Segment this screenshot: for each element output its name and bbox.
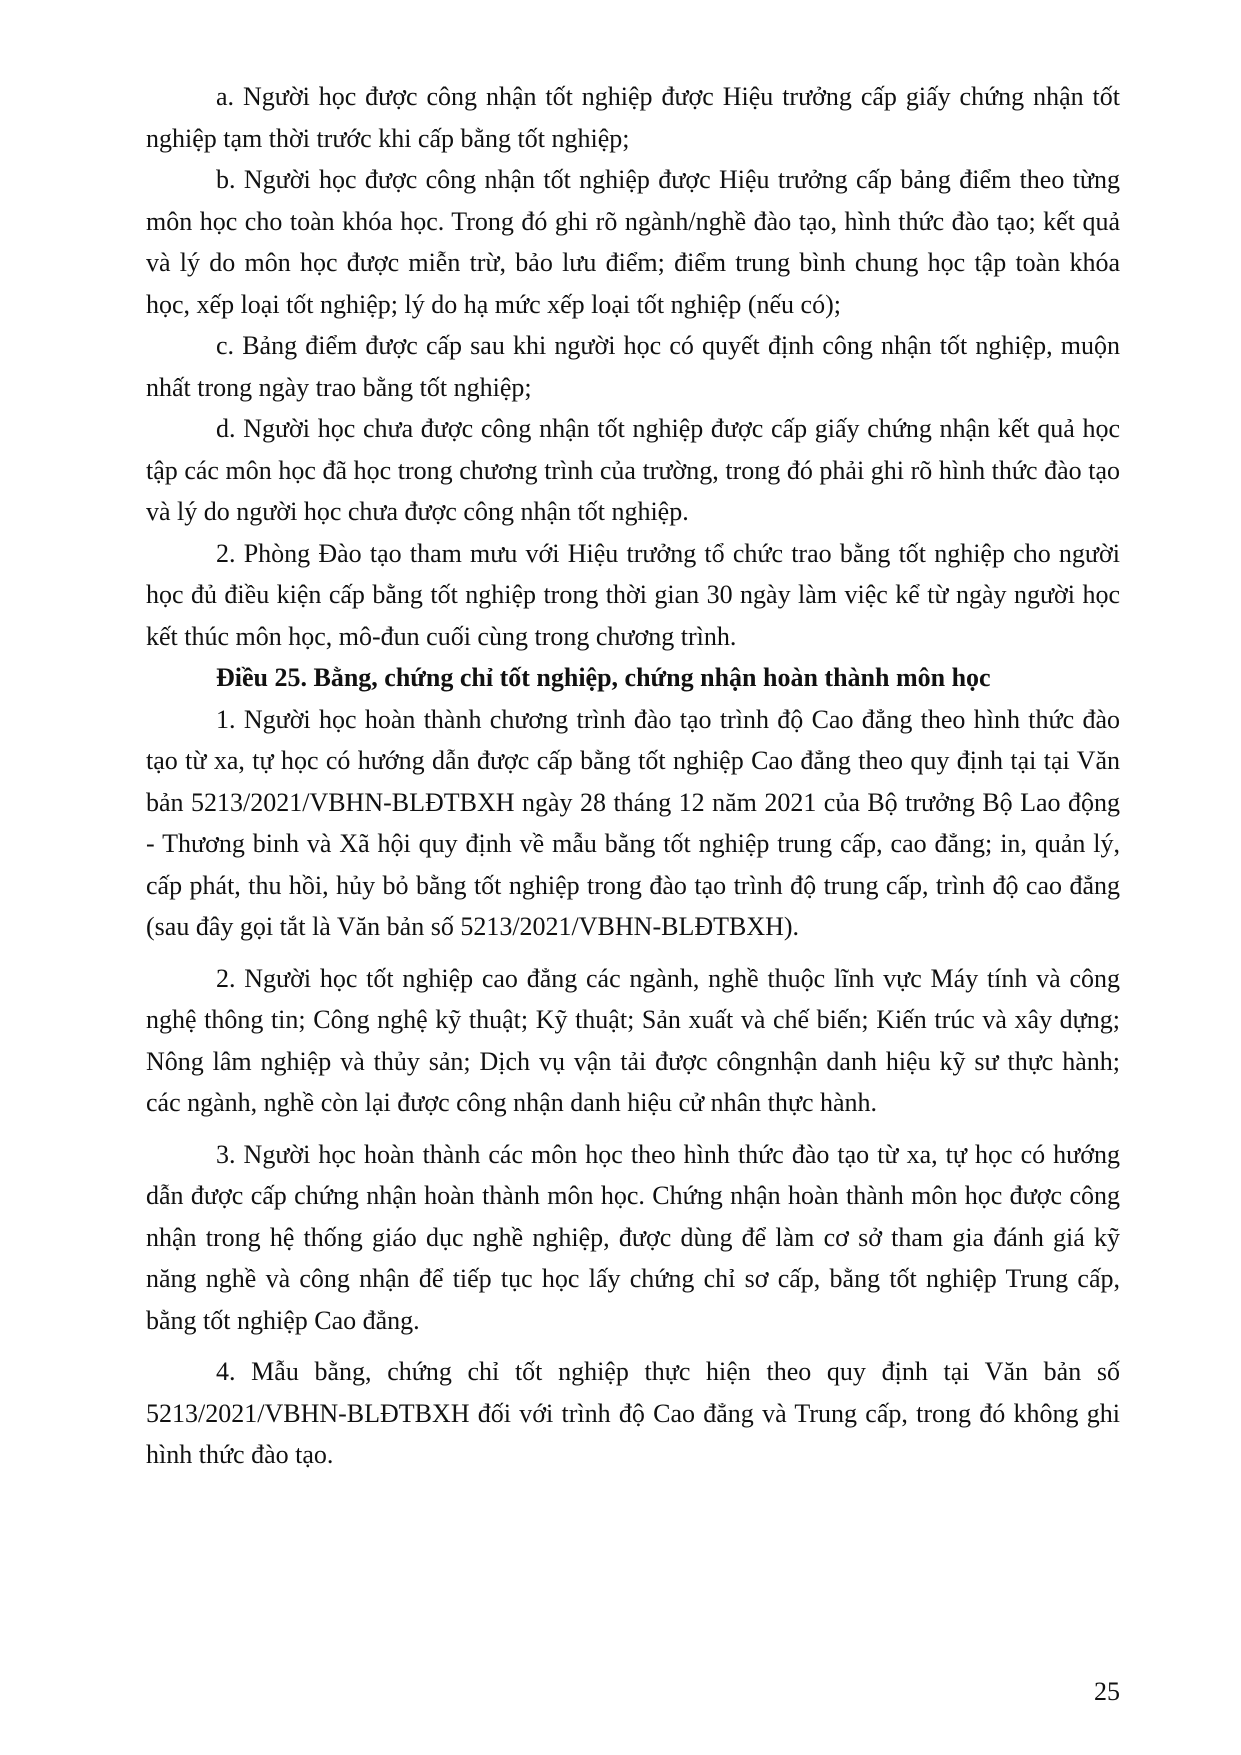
article-25-clause-2: 2. Người học tốt nghiệp cao đẳng các ngành, nghề thuộc lĩnh vực Máy tính và công nghệ thông tin; Công nghệ kỹ thuật; Kỹ thuật; Sản xuất và chế biến; Kiến trúc và xây dựng; Nông lâm nghiệp và thủy sản; Dịch vụ vận tải được côngnhận danh hiệu kỹ sư thực hành; các ngành, nghề còn lại được công nhận danh hiệu cử nhân thực hành. [146, 963, 1120, 1117]
page-number: 25 [1094, 1677, 1120, 1706]
clause-2-paragraph: 2. Phòng Đào tạo tham mưu với Hiệu trưởng tổ chức trao bằng tốt nghiệp cho người học đủ điều kiện cấp bằng tốt nghiệp trong thời gian 30 ngày làm việc kể từ ngày người học kết thúc môn học, mô-đun cuối cùng trong chương trình. [146, 538, 1120, 651]
paragraph-d: d. Người học chưa được công nhận tốt nghiệp được cấp giấy chứng nhận kết quả học tập các môn học đã học trong chương trình của trường, trong đó phải ghi rõ hình thức đào tạo và lý do người học chưa được công nhận tốt nghiệp. [146, 414, 1120, 526]
paragraph-c: c. Bảng điểm được cấp sau khi người học có quyết định công nhận tốt nghiệp, muộn nhất trong ngày trao bằng tốt nghiệp; [146, 331, 1120, 402]
article-25-clause-4: 4. Mẫu bằng, chứng chỉ tốt nghiệp thực hiện theo quy định tại Văn bản số 5213/2021/VBHN-BLĐTBXH đối với trình độ Cao đẳng và Trung cấp, trong đó không ghi hình thức đào tạo. [146, 1357, 1120, 1469]
article-25-heading: Điều 25. Bằng, chứng chỉ tốt nghiệp, chứng nhận hoàn thành môn học [216, 663, 991, 692]
article-25-clause-1: 1. Người học hoàn thành chương trình đào tạo trình độ Cao đẳng theo hình thức đào tạo từ xa, tự học có hướng dẫn được cấp bằng tốt nghiệp Cao đẳng theo quy định tại tại Văn bản 5213/2021/VBHN-BLĐTBXH ngày 28 tháng 12 năm 2021 của Bộ trưởng Bộ Lao động - Thương binh và Xã hội quy định về mẫu bằng tốt nghiệp trung cấp, cao đẳng; in, quản lý, cấp phát, thu hồi, hủy bỏ bằng tốt nghiệp trong đào tạo trình độ trung cấp, trình độ cao đẳng (sau đây gọi tắt là Văn bản số 5213/2021/VBHN-BLĐTBXH). [146, 704, 1120, 941]
paragraph-a: a. Người học được công nhận tốt nghiệp được Hiệu trưởng cấp giấy chứng nhận tốt nghiệp tạm thời trước khi cấp bằng tốt nghiệp; [146, 82, 1120, 153]
article-25-clause-3: 3. Người học hoàn thành các môn học theo hình thức đào tạo từ xa, tự học có hướng dẫn được cấp chứng nhận hoàn thành môn học. Chứng nhận hoàn thành môn học được công nhận trong hệ thống giáo dục nghề nghiệp, được dùng để làm cơ sở tham gia đánh giá kỹ năng nghề và công nhận để tiếp tục học lấy chứng chỉ sơ cấp, bằng tốt nghiệp Trung cấp, bằng tốt nghiệp Cao đẳng. [146, 1139, 1120, 1335]
paragraph-b: b. Người học được công nhận tốt nghiệp được Hiệu trưởng cấp bảng điểm theo từng môn học cho toàn khóa học. Trong đó ghi rõ ngành/nghề đào tạo, hình thức đào tạo; kết quả và lý do môn học được miễn trừ, bảo lưu điểm; điểm trung bình chung học tập toàn khóa học, xếp loại tốt nghiệp; lý do hạ mức xếp loại tốt nghiệp (nếu có); [146, 165, 1120, 319]
document-page [146, 76, 1120, 1476]
